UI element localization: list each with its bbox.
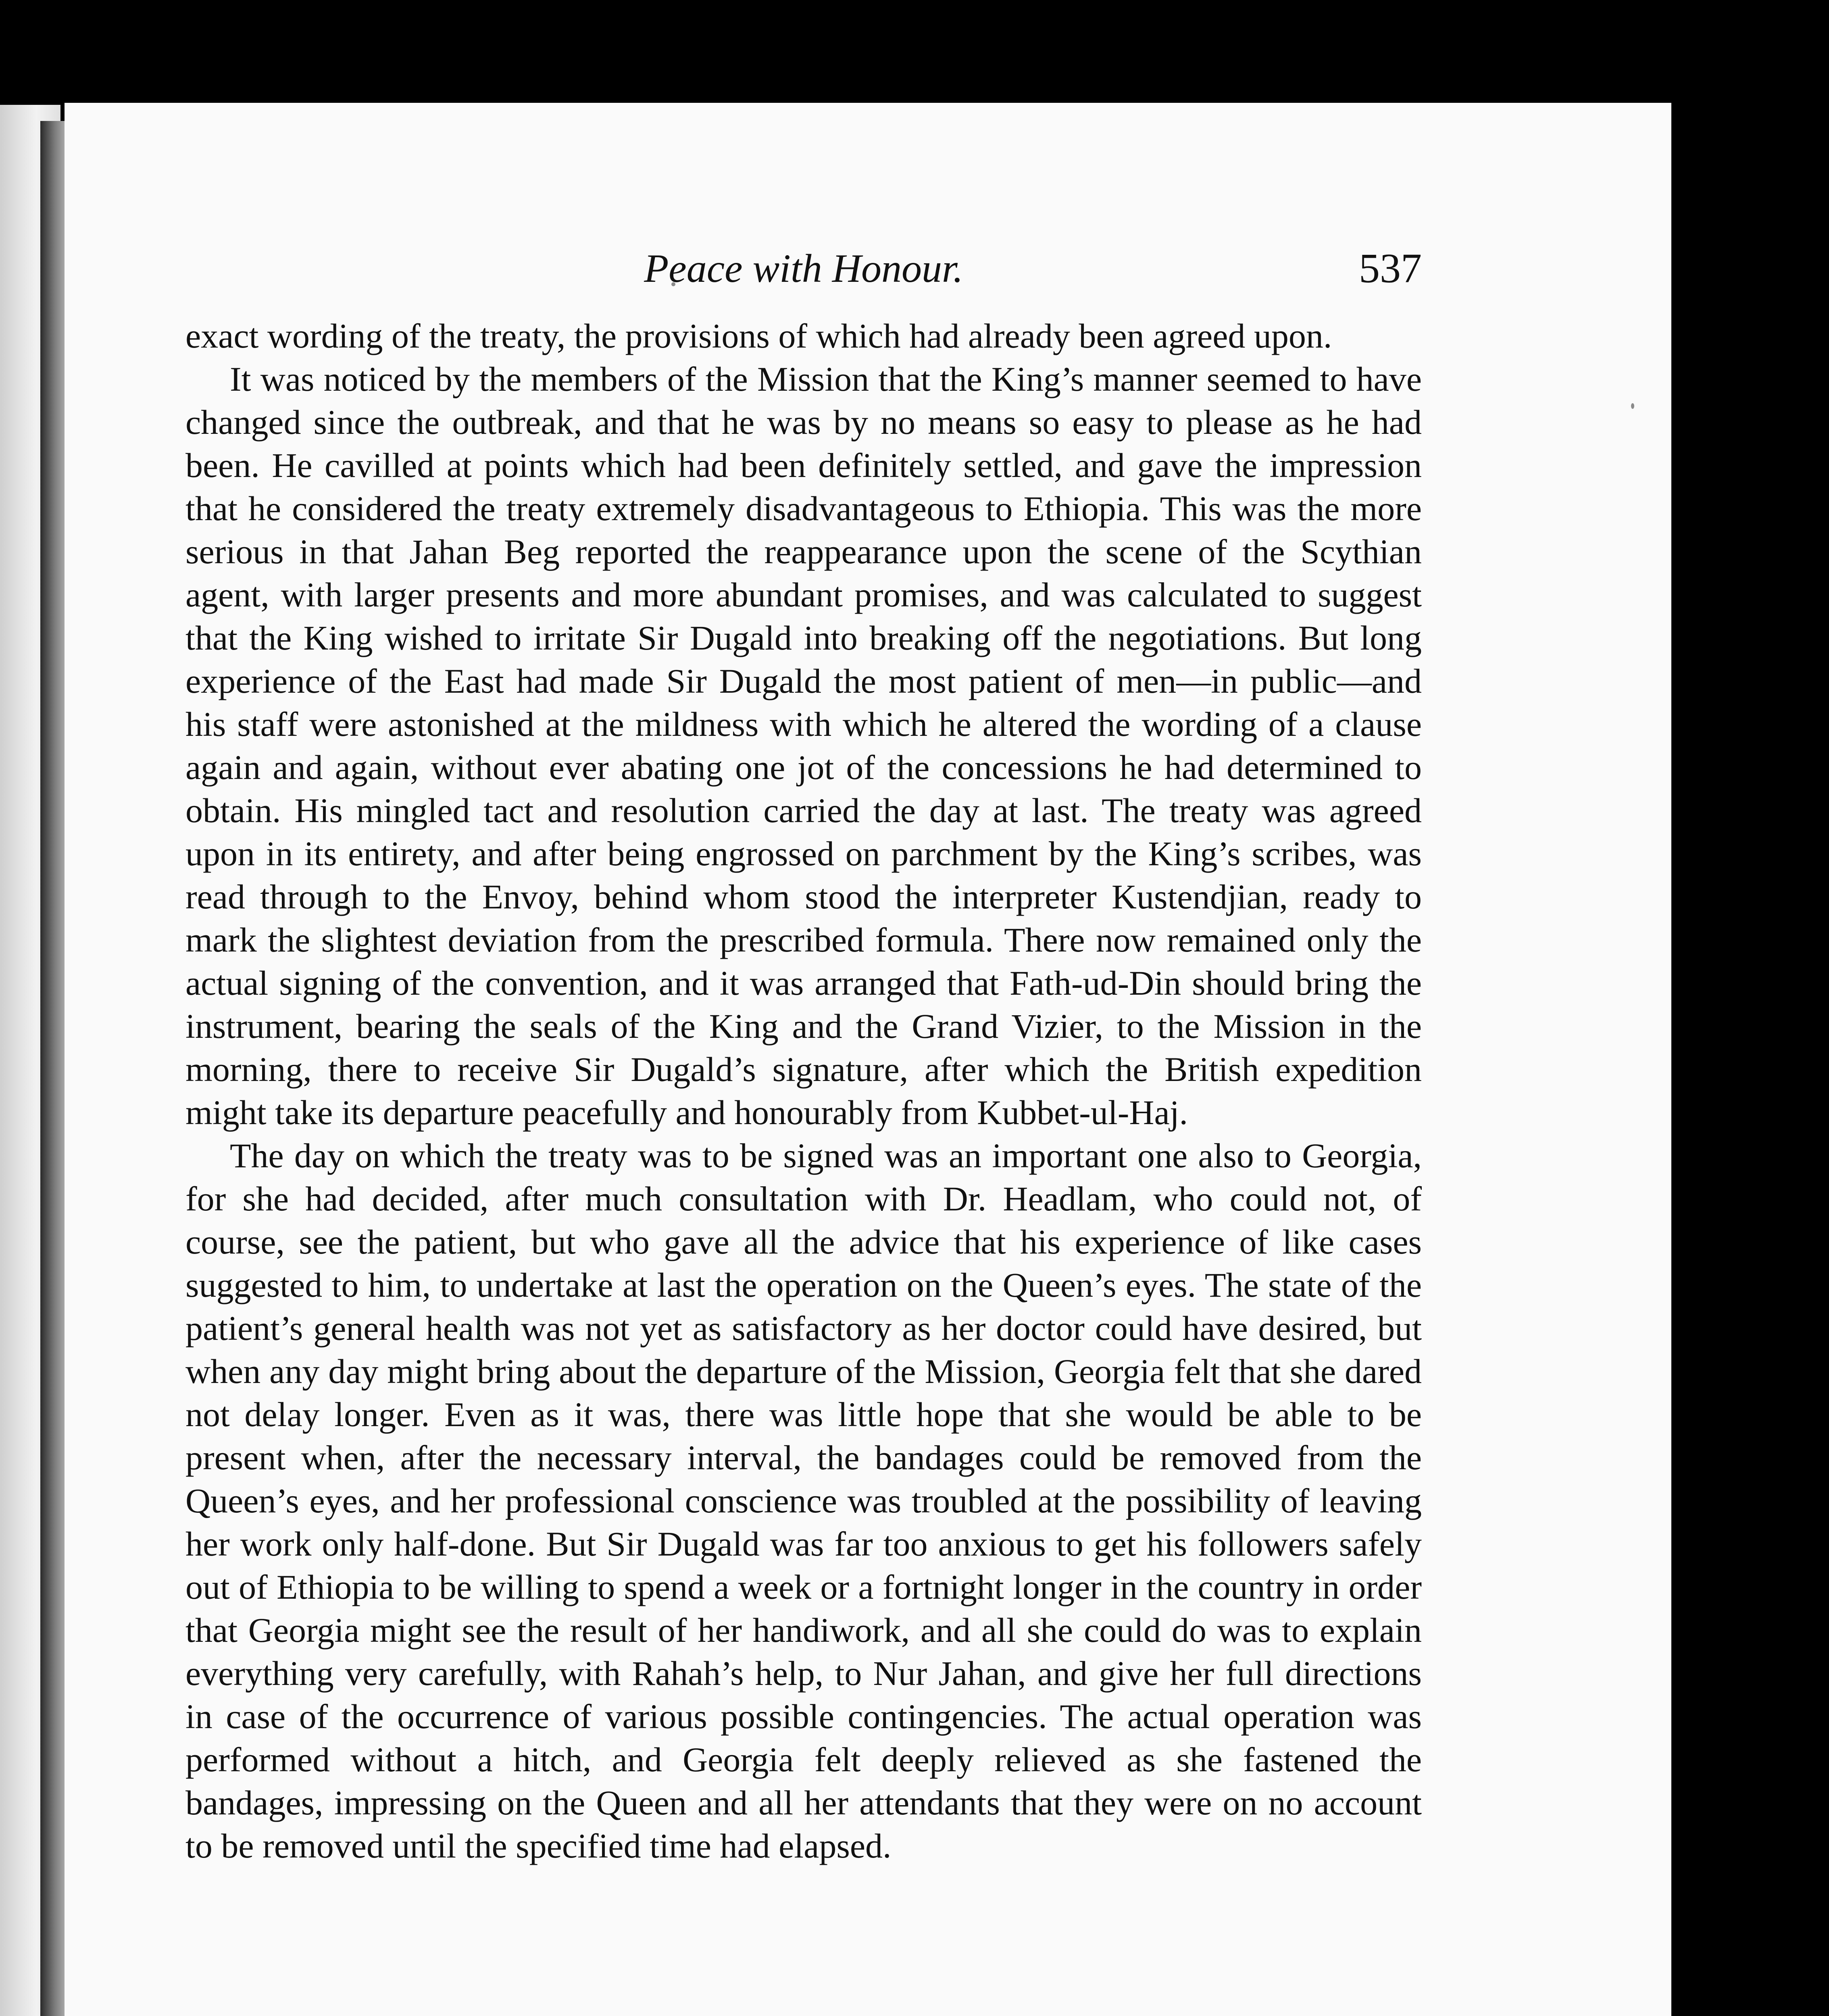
running-title: Peace with Honour. <box>644 246 963 291</box>
paragraph-3: The day on which the treaty was to be signed was an important one also to Georgia, for she had decided, after much consultation with Dr. Headlam, who could not, of course, see the patient, but who gave all the advice that his experience of like cases suggested to him, to undertake at last the operation on the Queen’s eyes. The state of the patient’s general health was not yet as satisfactory as her doctor could have desired, but when any day might bring about the departure of the Mission, Georgia felt that she dared not delay longer. Even as it was, there was little hope that she would be able to be present when, after the necessary interval, the bandages could be removed from the Queen’s eyes, and her professional conscience was troubled at the possibility of leaving her work only half-done. But Sir Dugald was far too anxious to get his followers safely out of Ethiopia to be willing to spend a week or a fortnight longer in the country in order that Georgia might see the result of her handiwork, and all she could do was to explain everything very carefully, with Rahah’s help, to Nur Jahan, and give her full directions in case of the occurrence of various possible contingencies. The actual operation was performed without a hitch, and Georgia felt deeply relieved as she fastened the bandages, impressing on the Queen and all her attendants that they were on no account to be removed until the specified time had elapsed. <box>185 1136 1422 1865</box>
paragraph-1: exact wording of the treaty, the provisions of which had already been agreed upon. <box>185 317 1332 355</box>
body-text <box>185 314 1422 1868</box>
dust-speck <box>1631 403 1634 409</box>
paragraph-2: It was noticed by the members of the Mission that the King’s manner seemed to have changed since the outbreak, and that he was by no means so easy to please as he had been. He cavilled at points which had been definitely settled, and gave the impression that he considered the treaty extremely disadvantageous to Ethiopia. This was the more serious in that Jahan Beg reported the reappearance upon the scene of the Scythian agent, with larger presents and more abundant promises, and was calculated to suggest that the King wished to irritate Sir Dugald into breaking off the negotiations. But long experience of the East had made Sir Dugald the most patient of men—in public—and his staff were astonished at the mildness with which he altered the wording of a clause again and again, without ever abating one jot of the concessions he had determined to obtain. His mingled tact and resolution carried the day at last. The treaty was agreed upon in its entirety, and after being engrossed on parchment by the King’s scribes, was read through to the Envoy, behind whom stood the interpreter Kustendjian, ready to mark the slightest deviation from the prescribed formula. There now remained only the actual signing of the convention, and it was arranged that Fath-ud-Din should bring the instrument, bearing the seals of the King and the Grand Vizier, to the Mission in the morning, there to receive Sir Dugald’s signature, after which the British expedition might take its departure peacefully and honourably from Kubbet-ul-Haj. <box>185 360 1422 1132</box>
running-head <box>185 236 1422 301</box>
page-number: 537 <box>1359 245 1422 292</box>
